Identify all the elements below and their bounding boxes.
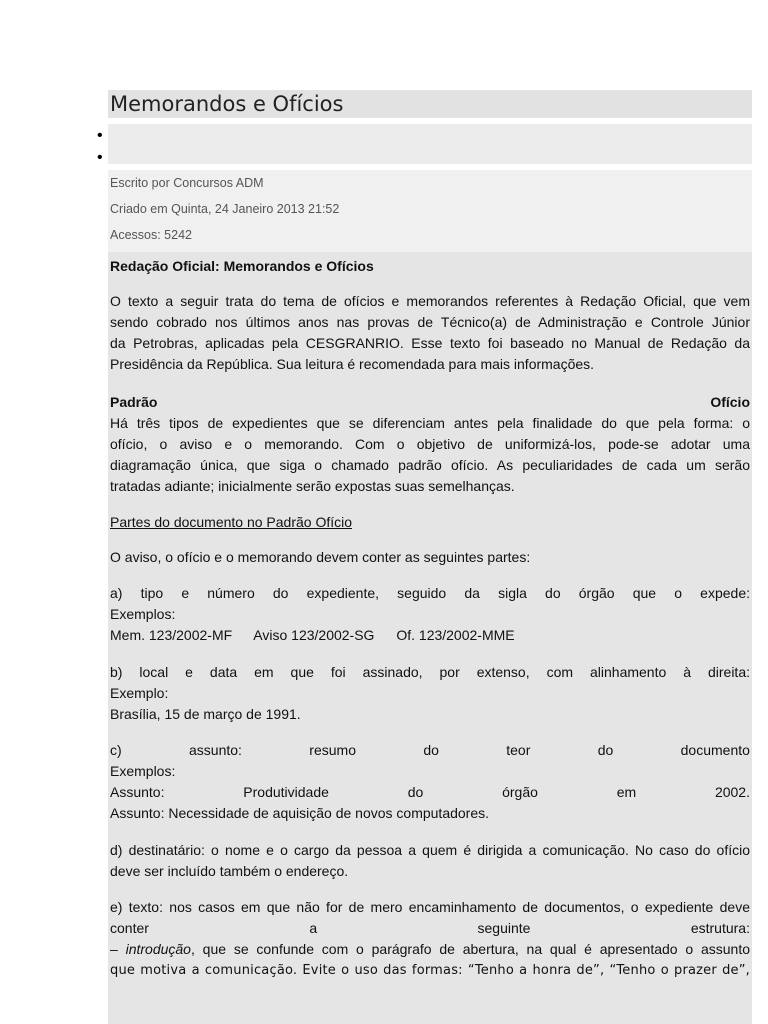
hits-count: Acessos: 5242 xyxy=(110,228,192,242)
partes-intro: O aviso, o ofício e o memorando devem conter as seguintes partes: xyxy=(110,549,531,565)
text-line: diagramação única, que siga o chamado padrão ofício. As peculiaridades de cada um serão xyxy=(110,457,750,473)
text-line: da Petrobras, aplicadas pela CESGRANRIO. Esse texto foi baseado no Manual de Redação da xyxy=(110,335,750,351)
text-line: O texto a seguir trata do tema de ofícios e memorandos referentes à Redação Oficial, que vem xyxy=(110,293,750,309)
created-date: Criado em Quinta, 24 Janeiro 2013 21:52 xyxy=(110,202,340,216)
partes-heading: Partes do documento no Padrão Ofício xyxy=(110,514,353,530)
text-line: b) local e data em que foi assinado, por extenso, com alinhamento à direita: xyxy=(110,664,750,680)
oficio-label: Ofício xyxy=(710,394,750,410)
section-heading: Redação Oficial: Memorandos e Ofícios xyxy=(110,258,374,274)
example-text: Mem. 123/2002-MF xyxy=(110,627,233,643)
text-line: conter a seguinte estrutura: xyxy=(110,920,750,936)
text-line: Assunto: Necessidade de aquisição de novos computadores. xyxy=(110,805,490,821)
text-line: Exemplo: xyxy=(110,685,169,701)
text-line: Brasília, 15 de março de 1991. xyxy=(110,706,301,722)
example-text: Aviso 123/2002-SG xyxy=(253,627,375,643)
text-line: que motiva a comunicação. Evite o uso das formas: “Tenho a honra de”, “Tenho o prazer de”, xyxy=(110,963,750,978)
article-title: Memorandos e Ofícios xyxy=(110,92,344,116)
padrao-heading-row xyxy=(110,392,750,413)
examples-row xyxy=(110,625,750,646)
item-a xyxy=(110,583,750,646)
intro-paragraph xyxy=(110,291,750,375)
text-line: – introdução, que se confunde com o parágrafo de abertura, na qual é apresentado o assunto xyxy=(110,941,750,957)
text-line: a) tipo e número do expediente, seguido da sigla do órgão que o expede: xyxy=(110,585,750,601)
text-line: d) destinatário: o nome e o cargo da pessoa a quem é dirigida a comunicação. No caso do ofício xyxy=(110,842,750,858)
text-line: ofício, o aviso e o memorando. Com o objetivo de uniformizá-los, pode-se adotar uma xyxy=(110,436,750,452)
author-info: Escrito por Concursos ADM xyxy=(110,176,264,190)
article-tools-bar xyxy=(108,124,752,164)
text-line: Presidência da República. Sua leitura é recomendada para mais informações. xyxy=(110,356,595,372)
article-title-bar xyxy=(108,90,752,118)
text-line: sendo cobrado nos últimos anos nas provas de Técnico(a) de Administração e Controle Júnior xyxy=(110,314,750,330)
introducao-term: introdução xyxy=(125,941,191,957)
list-bullet: • xyxy=(97,149,103,166)
padrao-label: Padrão xyxy=(110,394,158,410)
text-line: Exemplos: xyxy=(110,763,176,779)
list-bullet: • xyxy=(97,127,103,144)
item-c xyxy=(110,740,750,824)
text-line: deve ser incluído também o endereço. xyxy=(110,863,349,879)
item-d xyxy=(110,840,750,882)
article-body xyxy=(108,252,752,1024)
item-b xyxy=(110,662,750,725)
padrao-paragraph xyxy=(110,392,750,497)
text-line: Assunto: Produtividade do órgão em 2002. xyxy=(110,784,750,800)
text-line: e) texto: nos casos em que não for de mero encaminhamento de documentos, o expediente deve xyxy=(110,899,750,915)
text-line: c) assunto: resumo do teor do documento xyxy=(110,742,750,758)
text-line: tratadas adiante; inicialmente serão expostas suas semelhanças. xyxy=(110,478,515,494)
text-line: Há três tipos de expedientes que se diferenciam antes pela finalidade do que pela forma: o xyxy=(110,415,750,431)
example-text: Of. 123/2002-MME xyxy=(396,627,515,643)
item-e xyxy=(110,897,750,981)
article-info xyxy=(108,170,752,252)
text-line: Exemplos: xyxy=(110,606,176,622)
